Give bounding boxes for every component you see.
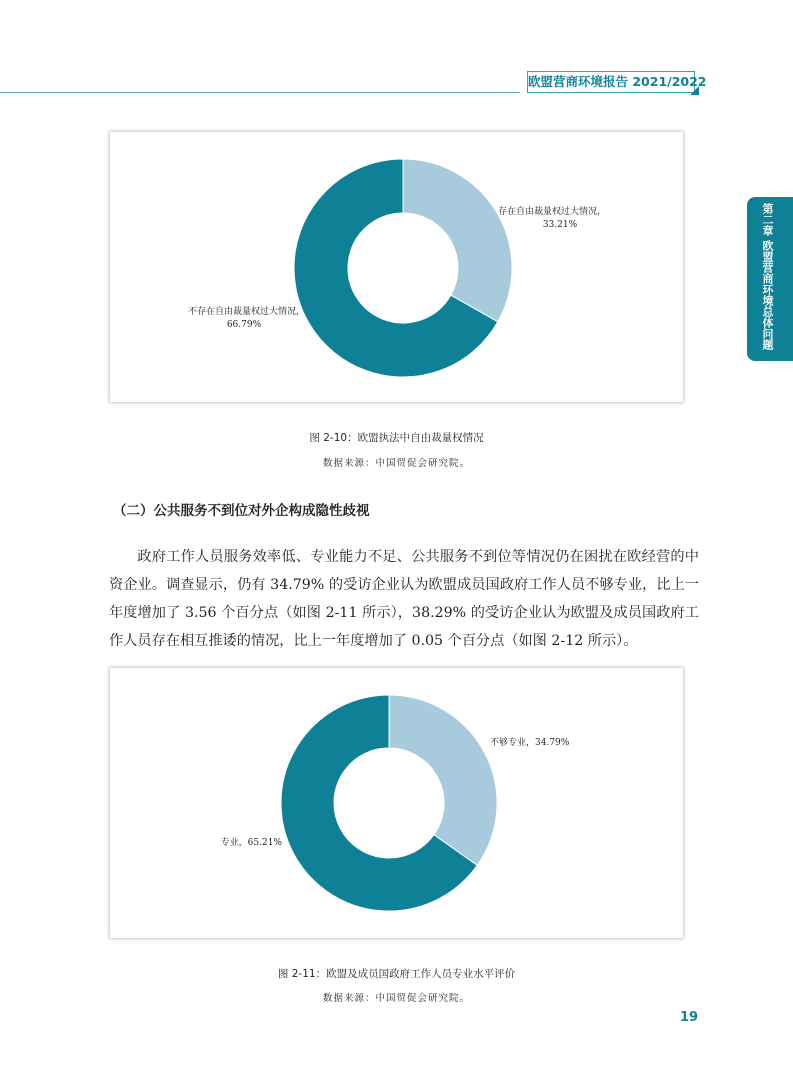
slice-label-2: 不存在自由裁量权过大情况， [187,307,305,317]
donut-slice-1 [403,159,512,322]
header-corner-mark [690,86,699,95]
slice-label-1: 存在自由裁量权过大情况， [498,207,607,217]
chapter-side-tab-label: 第二章 欧盟营商环境总体问题 [761,203,774,350]
figure-2-10-chart [110,132,683,402]
figure-2-10-donut [110,132,683,402]
slice-label-2: 专业，65.21% [220,838,282,848]
figure-2-11-donut [110,668,683,938]
body-paragraph-block [109,543,699,655]
slice-value-1: 33.21% [542,220,578,230]
figure-2-10-source: 数据来源：中国贸促会研究院。 [322,458,470,469]
figure-2-11-chart [110,668,683,938]
body-paragraph: 政府工作人员服务效率低、专业能力不足、公共服务不到位等情况仍在困扰在欧经营的中资企业。调查显示，仍有 34.79% 的受访企业认为欧盟成员国政府工作人员不够专业，比上一年度增加了 3.56 个百分点（如图 2-11 所示），38.29% 的受访企业认为欧盟及成员国政府工作人员存在相互推诿的情况，比上一年度增加了 0.05 个百分点（如图 2-12 所示）。 [109,549,699,649]
figure-2-10-caption: 图 2-10：欧盟执法中自由裁量权情况 [309,432,484,444]
page-number: 19 [680,1010,699,1025]
figure-2-11-source: 数据来源：中国贸促会研究院。 [322,993,470,1004]
donut-slice-1 [389,695,497,865]
figure-2-11-caption: 图 2-11：欧盟及成员国政府工作人员专业水平评价 [277,968,516,980]
slice-label-1: 不够专业，34.79% [490,738,570,748]
section-heading: （二）公共服务不到位对外企构成隐性歧视 [113,503,370,519]
header-title: 欧盟营商环境报告 2021/2022 [527,71,695,93]
header-rule [0,92,520,93]
slice-value-2: 66.79% [226,320,262,330]
